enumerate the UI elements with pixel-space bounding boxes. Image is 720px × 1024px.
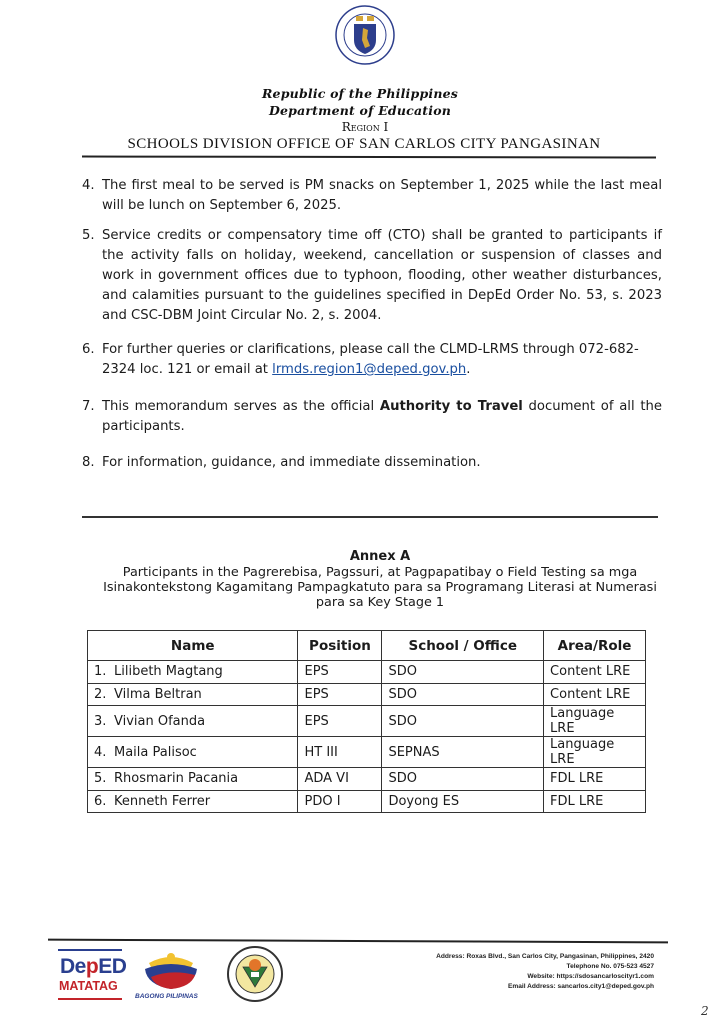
table-row — [88, 706, 646, 737]
website-line[interactable]: Website: https://sdosancarloscityr1.com — [527, 973, 654, 980]
item-text: Service credits or compensatory time off (CTO) shall be granted to participants if the activity falls on holiday, weekend, cancellation or suspension of classes and work in government offices due to typhoon, flooding, other weather disturbances, and calamities pursuant to the guidelines specified in DepEd Order No. 53, s. 2023 and CSC-DBM Joint Circular No. 2, s. 2004. — [102, 228, 662, 323]
cell-area-role: Content LRE — [544, 661, 646, 684]
row-number: 2. — [94, 686, 107, 702]
item-text — [102, 340, 662, 380]
cell-name — [88, 683, 298, 706]
annex-subtitle-line: para sa Key Stage 1 — [315, 595, 445, 610]
page-number: 2 — [701, 1004, 709, 1018]
participant-name: Lilibeth Magtang — [114, 664, 223, 680]
row-number: 4. — [94, 744, 107, 760]
logo-rule — [58, 949, 122, 951]
cell-area-role: Language LRE — [544, 706, 646, 737]
annex-title: Annex A — [349, 549, 411, 564]
cell-position: EPS — [298, 661, 382, 684]
cell-school: Doyong ES — [382, 790, 544, 813]
item-number: 8. — [82, 455, 95, 470]
section-divider — [82, 516, 658, 518]
address-line: Address: Roxas Blvd., San Carlos City, Pangasinan, Philippines, 2420 — [436, 953, 654, 960]
participants-table — [87, 630, 646, 813]
cell-school: SDO — [382, 661, 544, 684]
item-text: The first meal to be served is PM snacks on September 1, 2025 while the last meal will be lunch on September 6, 2025. — [102, 178, 662, 213]
table-header-row — [88, 631, 646, 661]
cell-position: PDO I — [298, 790, 382, 813]
telephone-line: Telephone No. 075-523 4527 — [566, 963, 654, 970]
item-text: For information, guidance, and immediate dissemination. — [102, 455, 481, 470]
row-number: 3. — [94, 713, 107, 729]
item-text-part: This memorandum serves as the official — [102, 399, 380, 414]
cell-name — [88, 790, 298, 813]
table-row — [88, 790, 646, 813]
cell-area-role: FDL LRE — [544, 768, 646, 791]
cell-position: HT III — [298, 737, 382, 768]
item-text-part: . — [466, 362, 471, 377]
participant-name: Vilma Beltran — [114, 686, 202, 702]
row-number: 6. — [94, 793, 107, 809]
cell-position: EPS — [298, 683, 382, 706]
deped-seal-icon — [334, 4, 396, 66]
cell-school: SDO — [382, 768, 544, 791]
email-link[interactable]: lrmds.region1@deped.gov.ph — [272, 362, 467, 377]
annex-subtitle-line: Participants in the Pagrerebisa, Pagssuri, at Pagpapatibay o Field Testing sa mga — [122, 565, 638, 580]
item-number: 4. — [82, 178, 95, 193]
cell-school: SDO — [382, 706, 544, 737]
header-office: SCHOOLS DIVISION OFFICE OF SAN CARLOS CITY PANGASINAN — [127, 136, 601, 152]
bagong-pilipinas-wordmark: BAGONG PILIPINAS — [135, 993, 198, 1000]
authority-to-travel: Authority to Travel — [379, 399, 523, 414]
table-row — [88, 661, 646, 684]
memo-item-5 — [82, 226, 662, 326]
header-region: Region I — [341, 120, 389, 134]
table-row — [88, 683, 646, 706]
participant-name: Rhosmarin Pacania — [114, 771, 239, 787]
table-row — [88, 768, 646, 791]
bagong-pilipinas-emblem-icon — [131, 945, 211, 991]
header-name: Name — [88, 631, 298, 661]
participant-name: Maila Palisoc — [114, 744, 197, 760]
cell-school: SEPNAS — [382, 737, 544, 768]
annex-subtitle — [0, 565, 720, 610]
cell-position: ADA VI — [298, 768, 382, 791]
cell-school: SDO — [382, 683, 544, 706]
memo-item-8 — [82, 453, 662, 473]
email-line[interactable]: Email Address: sancarlos.city1@deped.gov.ph — [507, 983, 654, 990]
participant-name: Vivian Ofanda — [114, 713, 206, 729]
header-republic: Republic of the Philippines — [261, 86, 459, 101]
cell-name — [88, 737, 298, 768]
item-number: 6. — [82, 342, 95, 357]
memo-item-4 — [82, 176, 662, 216]
row-number: 5. — [94, 771, 107, 787]
header-divider — [82, 155, 656, 158]
memo-item-7 — [82, 397, 662, 437]
item-text — [102, 397, 662, 437]
cell-area-role: Language LRE — [544, 737, 646, 768]
matatag-wordmark: MATATAG — [59, 979, 118, 993]
header-position: Position — [298, 631, 382, 661]
deped-wordmark — [60, 955, 126, 979]
item-text-part: document of all the participants. — [102, 399, 662, 434]
cell-name — [88, 768, 298, 791]
deped-word-c: ED — [98, 955, 127, 978]
sdo-seal-icon — [226, 945, 284, 1003]
cell-area-role: Content LRE — [544, 683, 646, 706]
logo-rule — [58, 998, 122, 1000]
cell-area-role: FDL LRE — [544, 790, 646, 813]
row-number: 1. — [94, 664, 107, 680]
item-number: 7. — [82, 399, 95, 414]
item-number: 5. — [82, 228, 95, 243]
deped-matatag-logo — [56, 945, 126, 1003]
cell-name — [88, 706, 298, 737]
item-text-part: For further queries or clarifications, please call the CLMD-LRMS through 072-682-2324 loc. 121 or email at — [102, 342, 639, 377]
table-row — [88, 737, 646, 768]
participant-name: Kenneth Ferrer — [114, 793, 211, 809]
annex-subtitle-line: Isinakontekstong Kagamitang Pampagkatuto para sa Programang Literasi at Numerasi — [103, 580, 657, 595]
bagong-pilipinas-logo — [131, 945, 211, 1005]
memo-item-6 — [82, 340, 662, 380]
footer-divider — [48, 939, 668, 944]
header-department: Department of Education — [268, 103, 452, 118]
contact-block — [436, 952, 654, 992]
deped-word-b: p — [85, 955, 99, 978]
header-school: School / Office — [382, 631, 544, 661]
cell-name — [88, 661, 298, 684]
deped-word-a: De — [60, 955, 86, 978]
cell-position: EPS — [298, 706, 382, 737]
header-area-role: Area/Role — [544, 631, 646, 661]
